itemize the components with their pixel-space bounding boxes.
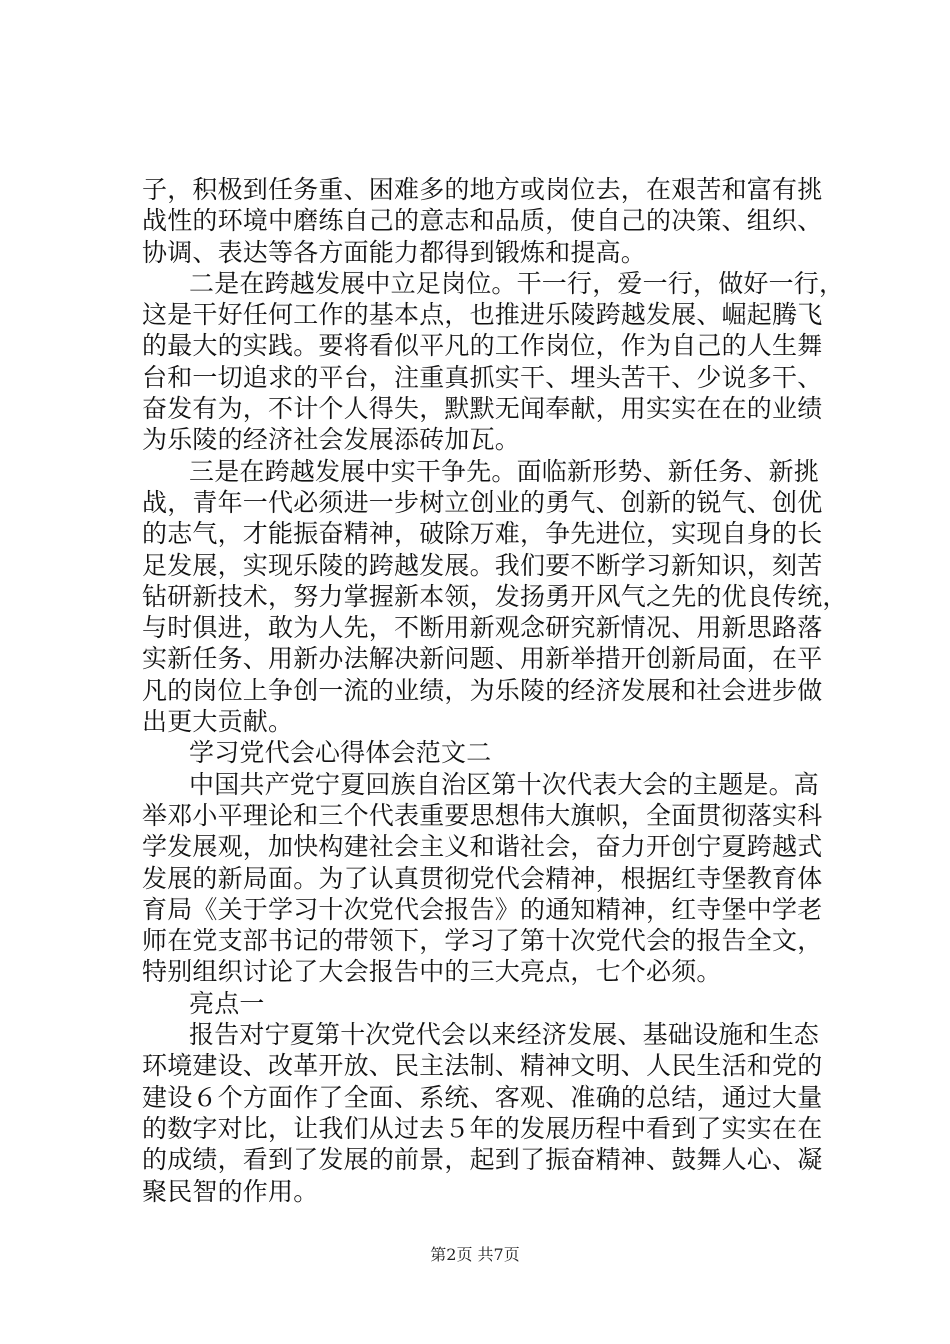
body-text bbox=[142, 174, 848, 1207]
text-line: 的志气，才能振奋精神，破除万难，争先进位，实现自身的长 bbox=[142, 519, 823, 549]
text-line: 中国共产党宁夏回族自治区第十次代表大会的主题是。高 bbox=[189, 769, 820, 799]
text-line: 的最大的实践。要将看似平凡的工作岗位，作为自己的人生舞 bbox=[142, 331, 823, 361]
text-line: 育局《关于学习十次党代会报告》的通知精神，红寺堡中学老 bbox=[142, 894, 823, 924]
text-line: 环境建设、改革开放、民主法制、精神文明、人民生活和党的 bbox=[142, 1051, 823, 1081]
section-heading: 学习党代会心得体会范文二 bbox=[189, 738, 492, 768]
text-line: 足发展，实现乐陵的跨越发展。我们要不断学习新知识，刻苦 bbox=[142, 550, 823, 580]
text-line: 特别组织讨论了大会报告中的三大亮点，七个必须。 bbox=[142, 957, 722, 987]
text-line: 发展的新局面。为了认真贯彻党代会精神，根据红寺堡教育体 bbox=[142, 863, 823, 893]
text-line: 协调、表达等各方面能力都得到锻炼和提高。 bbox=[142, 237, 647, 267]
text-line: 报告对宁夏第十次党代会以来经济发展、基础设施和生态 bbox=[189, 1020, 820, 1050]
text-line: 的数字对比，让我们从过去５年的发展历程中看到了实实在在 bbox=[142, 1113, 823, 1143]
text-line: 为乐陵的经济社会发展添砖加瓦。 bbox=[142, 425, 521, 455]
page-number-footer: 第2页 共7页 bbox=[430, 1245, 520, 1264]
text-line: 的成绩，看到了发展的前景，起到了振奋精神、鼓舞人心、凝 bbox=[142, 1145, 823, 1175]
text-line: 出更大贡献。 bbox=[142, 707, 294, 737]
text-line: 聚民智的作用。 bbox=[142, 1176, 319, 1206]
text-line: 二是在跨越发展中立足岗位。干一行，爱一行，做好一行， bbox=[189, 268, 845, 298]
text-line: 凡的岗位上争创一流的业绩，为乐陵的经济发展和社会进步做 bbox=[142, 675, 823, 705]
text-line: 战，青年一代必须进一步树立创业的勇气、创新的锐气、创优 bbox=[142, 487, 823, 517]
text-line: 举邓小平理论和三个代表重要思想伟大旗帜，全面贯彻落实科 bbox=[142, 800, 823, 830]
subsection-heading: 亮点一 bbox=[189, 988, 265, 1018]
text-line: 钻研新技术，努力掌握新本领，发扬勇开风气之先的优良传统， bbox=[142, 581, 848, 611]
text-line: 台和一切追求的平台，注重真抓实干、埋头苦干、少说多干、 bbox=[142, 362, 823, 392]
text-line: 学发展观，加快构建社会主义和谐社会，奋力开创宁夏跨越式 bbox=[142, 832, 823, 862]
text-line: 实新任务、用新办法解决新问题、用新举措开创新局面，在平 bbox=[142, 644, 823, 674]
text-line: 奋发有为，不计个人得失，默默无闻奉献，用实实在在的业绩 bbox=[142, 394, 823, 424]
text-line: 战性的环境中磨练自己的意志和品质，使自己的决策、组织、 bbox=[142, 206, 823, 236]
text-line: 子，积极到任务重、困难多的地方或岗位去，在艰苦和富有挑 bbox=[142, 175, 823, 204]
text-line: 与时俱进，敢为人先，不断用新观念研究新情况、用新思路落 bbox=[142, 613, 823, 643]
text-line: 建设６个方面作了全面、系统、客观、准确的总结，通过大量 bbox=[142, 1082, 823, 1112]
text-line: 三是在跨越发展中实干争先。面临新形势、新任务、新挑 bbox=[189, 456, 820, 486]
text-line: 师在党支部书记的带领下，学习了第十次党代会的报告全文， bbox=[142, 926, 823, 956]
text-line: 这是干好任何工作的基本点，也推进乐陵跨越发展、崛起腾飞 bbox=[142, 300, 823, 330]
